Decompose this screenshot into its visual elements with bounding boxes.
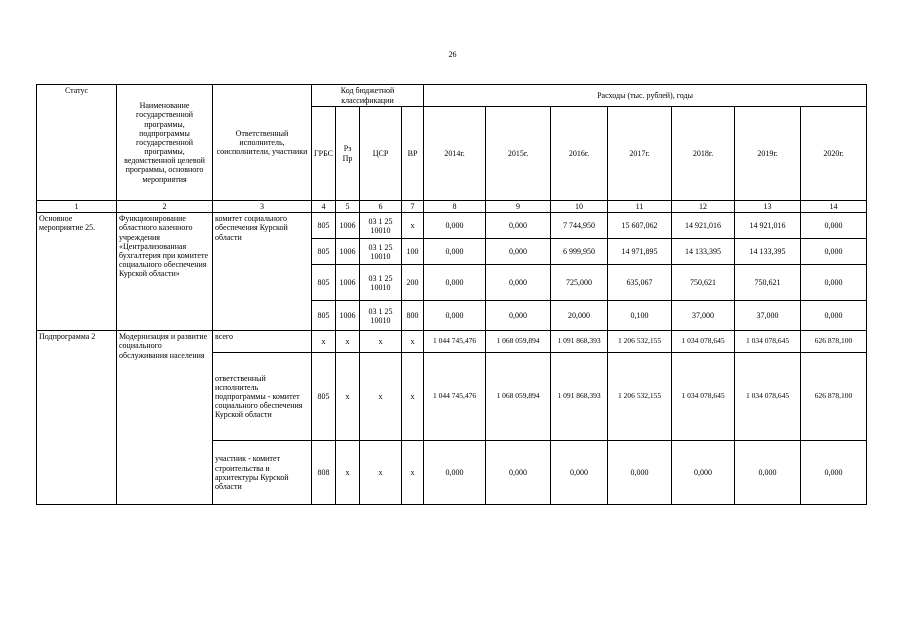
header-grbs: ГРБС xyxy=(312,107,336,201)
cell-rzpr: х xyxy=(336,353,360,441)
col-number: 11 xyxy=(608,201,672,213)
header-budget-code: Код бюджетной классификации xyxy=(312,85,424,107)
cell-rzpr: 1006 xyxy=(336,239,360,265)
cell-2020: 626 878,100 xyxy=(801,331,867,353)
cell-2014: 1 044 745,476 xyxy=(424,353,486,441)
cell-2020: 0,000 xyxy=(801,301,867,331)
cell-grbs: 805 xyxy=(312,301,336,331)
cell-csr: х xyxy=(360,331,402,353)
cell-2019: 14 133,395 xyxy=(735,239,801,265)
cell-grbs: х xyxy=(312,331,336,353)
cell-2015: 1 068 059,894 xyxy=(486,353,551,441)
col-number: 3 xyxy=(213,201,312,213)
cell-2018: 750,621 xyxy=(672,265,735,301)
cell-csr: 03 1 25 10010 xyxy=(360,213,402,239)
cell-rzpr: 1006 xyxy=(336,213,360,239)
cell-csr: 03 1 25 10010 xyxy=(360,265,402,301)
cell-2020: 626 878,100 xyxy=(801,353,867,441)
cell-2018: 1 034 078,645 xyxy=(672,353,735,441)
row-executor: всего xyxy=(213,331,312,353)
cell-2018: 0,000 xyxy=(672,441,735,505)
header-csr: ЦСР xyxy=(360,107,402,201)
col-number: 1 xyxy=(37,201,117,213)
cell-grbs: 808 xyxy=(312,441,336,505)
cell-2014: 1 044 745,476 xyxy=(424,331,486,353)
cell-2018: 37,000 xyxy=(672,301,735,331)
col-number: 2 xyxy=(117,201,213,213)
cell-2017: 15 607,062 xyxy=(608,213,672,239)
cell-rzpr: х xyxy=(336,441,360,505)
cell-2016: 7 744,950 xyxy=(551,213,608,239)
header-year: 2020г. xyxy=(801,107,867,201)
cell-2020: 0,000 xyxy=(801,265,867,301)
row-status: Основное мероприятие 25. xyxy=(37,213,117,331)
header-status: Статус xyxy=(37,85,117,201)
header-vr: ВР xyxy=(402,107,424,201)
cell-vr: х xyxy=(402,441,424,505)
cell-csr: х xyxy=(360,441,402,505)
row-name: Модернизация и развитие социального обслуживания населения xyxy=(117,331,213,505)
header-year: 2018г. xyxy=(672,107,735,201)
row-name: Функционирование областного казенного учреждения «Централизованная бухгалтерия при комитете социального обеспечения Курской области» xyxy=(117,213,213,331)
cell-vr: 800 xyxy=(402,301,424,331)
cell-2016: 1 091 868,393 xyxy=(551,353,608,441)
cell-2018: 14 133,395 xyxy=(672,239,735,265)
cell-grbs: 805 xyxy=(312,265,336,301)
cell-2017: 0,000 xyxy=(608,441,672,505)
header-year: 2017г. xyxy=(608,107,672,201)
cell-grbs: 805 xyxy=(312,239,336,265)
cell-vr: 100 xyxy=(402,239,424,265)
cell-2017: 1 206 532,155 xyxy=(608,331,672,353)
cell-vr: х xyxy=(402,331,424,353)
cell-csr: 03 1 25 10010 xyxy=(360,239,402,265)
cell-2017: 14 971,895 xyxy=(608,239,672,265)
cell-2017: 0,100 xyxy=(608,301,672,331)
cell-2014: 0,000 xyxy=(424,213,486,239)
cell-2014: 0,000 xyxy=(424,265,486,301)
cell-2019: 14 921,016 xyxy=(735,213,801,239)
cell-2016: 20,000 xyxy=(551,301,608,331)
col-number: 9 xyxy=(486,201,551,213)
header-name: Наименование государственной программы, подпрограммы государственной программы, ведомственной целевой программы, основного мероприятия xyxy=(117,85,213,201)
cell-rzpr: 1006 xyxy=(336,265,360,301)
header-year: 2016г. xyxy=(551,107,608,201)
cell-2015: 0,000 xyxy=(486,213,551,239)
cell-rzpr: 1006 xyxy=(336,301,360,331)
cell-2016: 1 091 868,393 xyxy=(551,331,608,353)
header-year: 2015г. xyxy=(486,107,551,201)
cell-2014: 0,000 xyxy=(424,441,486,505)
col-number: 8 xyxy=(424,201,486,213)
cell-2016: 0,000 xyxy=(551,441,608,505)
cell-2014: 0,000 xyxy=(424,239,486,265)
cell-rzpr: х xyxy=(336,331,360,353)
header-year: 2019г. xyxy=(735,107,801,201)
cell-grbs: 805 xyxy=(312,353,336,441)
header-year: 2014г. xyxy=(424,107,486,201)
cell-grbs: 805 xyxy=(312,213,336,239)
budget-table xyxy=(36,84,867,505)
cell-2015: 1 068 059,894 xyxy=(486,331,551,353)
col-number: 12 xyxy=(672,201,735,213)
cell-2015: 0,000 xyxy=(486,441,551,505)
cell-csr: 03 1 25 10010 xyxy=(360,301,402,331)
page-number: 26 xyxy=(448,50,457,59)
cell-2015: 0,000 xyxy=(486,239,551,265)
row-executor: участник - комитет строительства и архитектуры Курской области xyxy=(213,441,312,505)
header-rzpr: Рз Пр xyxy=(336,107,360,201)
cell-vr: х xyxy=(402,213,424,239)
col-number: 4 xyxy=(312,201,336,213)
cell-2017: 1 206 532,155 xyxy=(608,353,672,441)
cell-vr: х xyxy=(402,353,424,441)
cell-2019: 0,000 xyxy=(735,441,801,505)
cell-2014: 0,000 xyxy=(424,301,486,331)
col-number: 5 xyxy=(336,201,360,213)
cell-2015: 0,000 xyxy=(486,265,551,301)
header-executor: Ответственный исполнитель, соисполнители, участники xyxy=(213,85,312,201)
cell-2016: 725,000 xyxy=(551,265,608,301)
cell-2019: 1 034 078,645 xyxy=(735,331,801,353)
cell-2017: 635,067 xyxy=(608,265,672,301)
col-number: 7 xyxy=(402,201,424,213)
col-number: 6 xyxy=(360,201,402,213)
cell-2015: 0,000 xyxy=(486,301,551,331)
cell-2020: 0,000 xyxy=(801,239,867,265)
col-number: 13 xyxy=(735,201,801,213)
cell-2016: 6 999,950 xyxy=(551,239,608,265)
row-executor: комитет социального обеспечения Курской области xyxy=(213,213,312,331)
header-expenses: Расходы (тыс. рублей), годы xyxy=(424,85,867,107)
col-number: 10 xyxy=(551,201,608,213)
cell-2019: 1 034 078,645 xyxy=(735,353,801,441)
cell-2020: 0,000 xyxy=(801,441,867,505)
cell-csr: х xyxy=(360,353,402,441)
row-status: Подпрограмма 2 xyxy=(37,331,117,505)
cell-2019: 37,000 xyxy=(735,301,801,331)
cell-2018: 14 921,016 xyxy=(672,213,735,239)
cell-2020: 0,000 xyxy=(801,213,867,239)
cell-vr: 200 xyxy=(402,265,424,301)
cell-2018: 1 034 078,645 xyxy=(672,331,735,353)
col-number: 14 xyxy=(801,201,867,213)
row-executor: ответственный исполнитель подпрограммы - комитет социального обеспечения Курской области xyxy=(213,353,312,441)
cell-2019: 750,621 xyxy=(735,265,801,301)
